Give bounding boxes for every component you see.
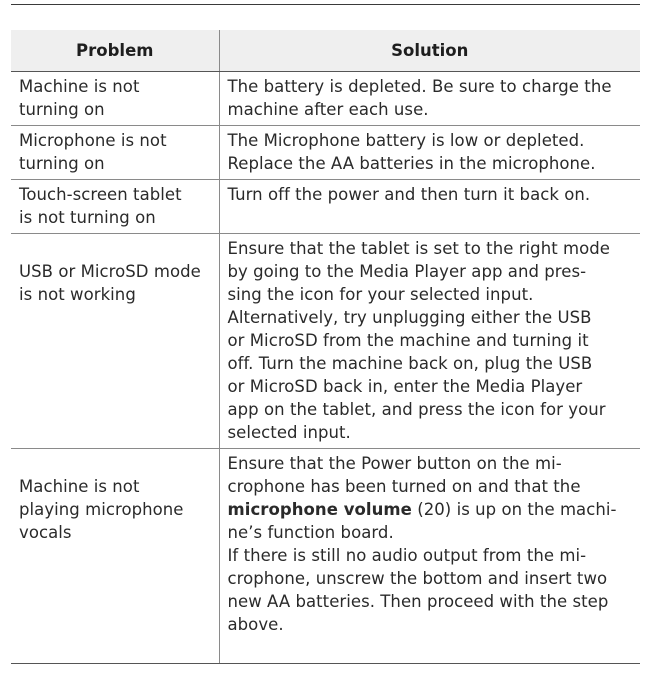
microphone-volume-term: microphone volume xyxy=(227,500,412,519)
problem-text: Microphone is not xyxy=(19,131,167,150)
problem-text: Machine is not xyxy=(19,477,140,496)
problem-cell xyxy=(11,126,219,180)
solution-cell xyxy=(219,180,640,234)
solution-text: above. xyxy=(227,615,284,634)
problem-text: turning on xyxy=(19,100,105,119)
solution-text: (20) is up on the machi- xyxy=(411,500,617,519)
table-row xyxy=(11,449,640,664)
solution-cell xyxy=(219,234,640,449)
table-row xyxy=(11,234,640,449)
problem-text: USB or MicroSD mode xyxy=(19,262,201,281)
table-header-row xyxy=(11,30,640,72)
solution-text: new AA batteries. Then proceed with the step xyxy=(227,592,609,611)
solution-text: off. Turn the machine back on, plug the USB xyxy=(227,354,593,373)
solution-text: app on the tablet, and press the icon for your xyxy=(227,400,606,419)
problem-text: is not turning on xyxy=(19,208,156,227)
solution-text: machine after each use. xyxy=(227,100,429,119)
problem-cell xyxy=(11,234,219,449)
solution-text: crophone, unscrew the bottom and insert two xyxy=(227,569,608,588)
solution-text: If there is still no audio output from the mi- xyxy=(227,546,587,565)
solution-text: or MicroSD back in, enter the Media Player xyxy=(227,377,583,396)
problem-cell xyxy=(11,72,219,126)
top-rule xyxy=(11,4,640,5)
problem-text: is not working xyxy=(19,285,136,304)
solution-cell xyxy=(219,72,640,126)
solution-text-with-emphasis xyxy=(228,498,635,521)
solution-text: ne’s function board. xyxy=(227,523,394,542)
solution-text: crophone has been turned on and that the xyxy=(227,477,581,496)
header-problem: Problem xyxy=(11,30,219,72)
solution-text: The battery is depleted. Be sure to charge the xyxy=(227,77,612,96)
problem-text: turning on xyxy=(19,154,105,173)
problem-cell xyxy=(11,180,219,234)
table-row xyxy=(11,180,640,234)
problem-text: vocals xyxy=(19,523,72,542)
solution-text: Turn off the power and then turn it back on. xyxy=(227,185,591,204)
problem-text: Machine is not xyxy=(19,77,140,96)
solution-text: selected input. xyxy=(227,423,351,442)
solution-text: or MicroSD from the machine and turning it xyxy=(227,331,589,350)
solution-text: The Microphone battery is low or depleted. xyxy=(227,131,585,150)
header-solution: Solution xyxy=(219,30,640,72)
solution-text: Ensure that the tablet is set to the right mode xyxy=(227,239,611,258)
problem-text: playing microphone xyxy=(19,500,184,519)
table-row xyxy=(11,72,640,126)
solution-text: sing the icon for your selected input. xyxy=(227,285,534,304)
solution-cell xyxy=(219,126,640,180)
solution-text: Alternatively, try unplugging either the USB xyxy=(227,308,592,327)
solution-cell xyxy=(219,449,640,664)
table-row xyxy=(11,126,640,180)
troubleshooting-table xyxy=(11,30,640,664)
solution-text: Replace the AA batteries in the microphone. xyxy=(227,154,596,173)
problem-text: Touch-screen tablet xyxy=(19,185,182,204)
solution-text: by going to the Media Player app and pres- xyxy=(227,262,587,281)
problem-cell xyxy=(11,449,219,664)
solution-text: Ensure that the Power button on the mi- xyxy=(227,454,562,473)
